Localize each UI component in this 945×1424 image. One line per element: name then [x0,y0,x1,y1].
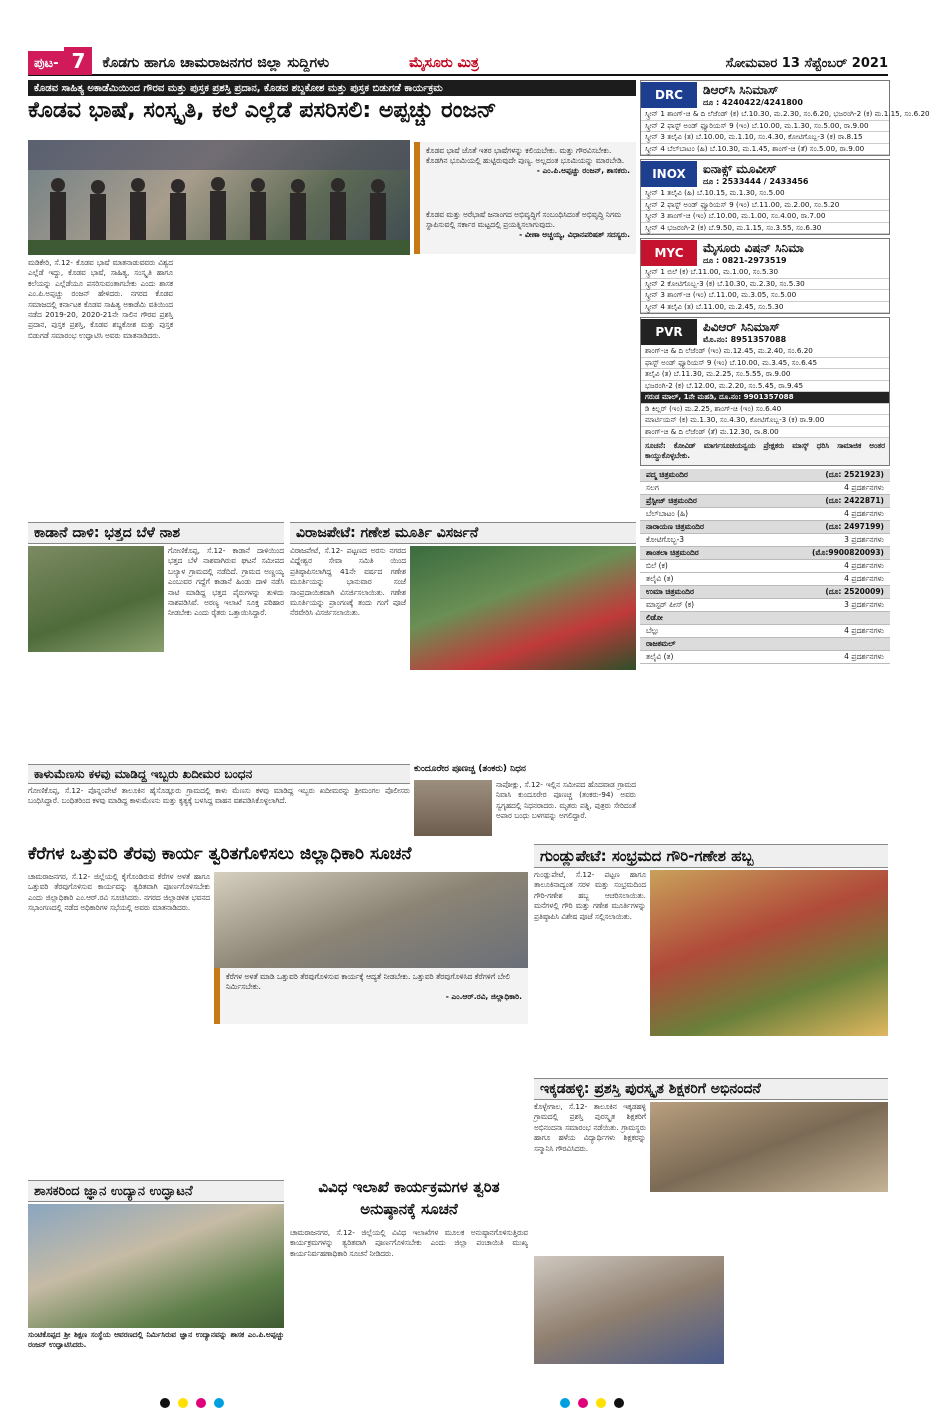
film-title: ಸಲಗ [646,482,659,492]
gundlupet-headline: ಗುಂಡ್ಲುಪೇಟೆ: ಸಂಭ್ರಮದ ಗೌರಿ-ಗಣೇಶ ಹಬ್ಬ [534,844,888,868]
group-photo [534,1256,724,1364]
show-count: 4 ಪ್ರದರ್ಶನಗಳು [844,560,884,570]
cinema-name: ಮೈಸೂರು ವಿಷನ್ ಸಿನಿಮಾ [703,240,804,255]
theatre-film-row [640,625,890,638]
award-body: ಕೊಳ್ಳೇಗಾಲ, ಸೆ.12- ತಾಲೂಕಿನ ಇಕ್ಕಡಹಳ್ಳಿ ಗ್ರಾಮದಲ್ಲಿ ಪ್ರಶಸ್ತಿ ಪುರಸ್ಕೃತ ಶಿಕ್ಷಕರಿಗೆ ಅಭಿನಂದನಾ ಸಮಾರಂಭ ನಡೆಯಿತು. ಗ್ರಾಮಸ್ಥರು ಹಾಗೂ ಹಳೆಯ ವಿದ್ಯಾರ್ಥಿಗಳು ಶಿಕ್ಷಕರನ್ನು ಸನ್ಮಾನಿಸಿ ಗೌರವಿಸಿದರು. [534,1102,646,1153]
theatre-film-row [640,573,890,586]
award-headline: ಇಕ್ಕಡಹಳ್ಳಿ: ಪ್ರಶಸ್ತಿ ಪುರಸ್ಕೃತ ಶಿಕ್ಷಕರಿಗೆ ಅಭಿನಂದನೆ [534,1078,888,1100]
section-title: ಕೊಡಗು ಹಾಗೂ ಚಾಮರಾಜನಗರ ಜಿಲ್ಲಾ ಸುದ್ದಿಗಳು [102,55,330,71]
theatre-header [640,638,890,651]
arrest-body: ಗೋಣಿಕೊಪ್ಪ, ಸೆ.12- ಪೊನ್ನಂಪೇಟೆ ತಾಲೂಕಿನ ಹೈಸೊಡ್ಲೂರು ಗ್ರಾಮದಲ್ಲಿ ಕಾಳು ಮೆಣಸು ಕಳವು ಮಾಡಿದ್ದ ಇಬ್ಬರು ಖದೀಮರನ್ನು ಶ್ರೀಮಂಗಲ ಪೊಲೀಸರು ಬಂಧಿಸಿದ್ದಾರೆ. ಬಂಧಿತರಿಂದ ಕಳವು ಮಾಡಿದ್ದ ಕಾಳುಮೆಣಸು ಮತ್ತು ಕೃತ್ಯಕ್ಕೆ ಬಳಸಿದ್ದ ವಾಹನ ವಶಪಡಿಸಿಕೊಳ್ಳಲಾಗಿದೆ. [28,786,410,806]
lakes-photo [214,872,528,968]
dept-body: ಚಾಮರಾಜನಗರ, ಸೆ.12- ಜಿಲ್ಲೆಯಲ್ಲಿ ವಿವಿಧ ಇಲಾಖೆಗಳ ಮೂಲಕ ಅನುಷ್ಠಾನಗೊಳಿಸುತ್ತಿರುವ ಕಾರ್ಯಕ್ರಮಗಳನ್ನು ತ್ವರಿತವಾಗಿ ಪೂರ್ಣಗೊಳಿಸಬೇಕು ಎಂದು ಜಿಲ್ಲಾ ಪಂಚಾಯಿತಿ ಮುಖ್ಯ ಕಾರ್ಯನಿರ್ವಹಣಾಧಿಕಾರಿ ಸೂಚನೆ ನೀಡಿದರು. [290,1228,528,1258]
cinema-name: ಡಿಆರ್‌ಸಿ ಸಿನಿಮಾಸ್ [703,82,779,97]
cinema-phone: ದೂ : 4240422/4241800 [703,97,803,107]
showtime-row: ಭಜರಂಗಿ-2 (ಕ) ಬೆ.12.00, ಮ.2.20, ಸಂ.5.45, ರಾ.9.45 [641,381,889,393]
park-photo [28,1204,284,1328]
lead-quote-1-text: ಕೊಡವ ಭಾಷೆ ಜೊತೆ ಇತರ ಭಾಷೆಗಳನ್ನು ಕಲಿಯಬೇಕು. ಮತ್ತು ಗೌರವಿಸಬೇಕು. ಕೊಡಗಿನ ಭೂಮಿಯಲ್ಲಿ ಹುಟ್ಟಿರುವುದೇ ಪುಣ್ಯ. ಅಲ್ಲದಂತ ಭೂಮಿಯನ್ನು ಮಾರಬೇಡಿ. [426,146,625,165]
cinema-box [640,317,890,466]
obit-headline: ಕುಂದೂರೇರ ಪೂಣಚ್ಚ (ತಂಕರು) ನಿಧನ [414,764,526,774]
film-title: ಕೋಟಿಗೊಬ್ಬ-3 [646,534,685,544]
lakes-quote-text: ಕೆರೆಗಳ ಅಳತೆ ಮಾಡಿ ಒತ್ತುವರಿ ತೆರವುಗೊಳಿಸುವ ಕಾರ್ಯಕ್ಕೆ ಆದ್ಯತೆ ನೀಡಬೇಕು. ಒತ್ತುವರಿ ತೆರವುಗೊಳಿಸಿದ ಕೆರೆಗಳಿಗೆ ಬೇಲಿ ನಿರ್ಮಿಸಬೇಕು. [226,972,510,991]
lead-photo-illustration [28,140,410,255]
cinema-listings [640,80,930,466]
theatre-film-row [640,534,890,547]
showtime-row: ಶಾಂಗ್-ಚಿ & ದಿ ಲೆಜೆಂಡ್ (ತೆ) ಮ.12.30, ರಾ.8.00 [641,427,889,439]
cinema-header [641,318,889,346]
showtime-row: ಸ್ಕ್ರೀನ್ 1 ತಲೈವಿ (ಹಿ) ಬೆ.10.15, ಮ.1.30, ಸಂ.5.00 [641,188,889,200]
show-count: 4 ಪ್ರದರ್ಶನಗಳು [844,482,884,492]
newspaper-brand: ಮೈಸೂರು ಮಿತ್ರ [409,55,479,71]
theatre-name: ಪದ್ಮ ಚಿತ್ರಮಂದಿರ [646,469,688,479]
theatre-film-row [640,651,890,664]
lakes-quote-author: - ಎಂ.ಆರ್.ರವಿ, ಜಿಲ್ಲಾಧಿಕಾರಿ. [445,992,522,1001]
page-number: 7 [64,47,92,75]
page-header [28,49,888,76]
award-photo [650,1102,888,1192]
showtime-row: ಶಾಂಗ್-ಚಿ & ದಿ ಲೆಜೆಂಡ್ (ಇಂ) ಮ.12.45, ಮ.2.40, ಸಂ.6.20 [641,346,889,358]
film-title: ತಲೈವಿ (ತ) [646,651,674,661]
crop-body: ಗೋಣಿಕೊಪ್ಪ, ಸೆ.12- ಕಾಡಾನೆ ದಾಳಿಯಿಂದ ಭತ್ತದ ಬೆಳೆ ನಾಶವಾಗಿರುವ ಘಟನೆ ಸಮೀಪದ ಬಲ್ಯಾಳ ಗ್ರಾಮದಲ್ಲಿ ನಡೆದಿದೆ. ಗ್ರಾಮದ ಅಣ್ಣಯ್ಯ ಎಂಬುವರ ಗದ್ದೆಗೆ ಕಾಡಾನೆ ಹಿಂಡು ದಾಳಿ ನಡೆಸಿ ನಾಟಿ ಮಾಡಿದ್ದ ಭತ್ತದ ಪೈರುಗಳನ್ನು ತುಳಿದು ನಾಶಪಡಿಸಿವೆ. ಅರಣ್ಯ ಇಲಾಖೆ ಸೂಕ್ತ ಪರಿಹಾರ ನೀಡಬೇಕು ಎಂದು ರೈತರು ಒತ್ತಾಯಿಸಿದ್ದಾರೆ. [168,546,284,618]
showtime-row: ಸ್ಕ್ರೀನ್ 4 ತಲೈವಿ (ತ) ಬೆ.11.00, ಮ.2.45, ಸಂ.5.30 [641,302,889,314]
cinema-phone: ದೂ : 2533444 / 2433456 [703,176,809,186]
lead-body-col-2 [178,258,323,520]
obit-body: ನಾಪೋಕ್ಲು, ಸೆ.12- ಇಲ್ಲಿನ ಸಮೀಪದ ಹೊದವಾಡ ಗ್ರಾಮದ ನಿವಾಸಿ ಕುಂದೂರೇರ ಪೂಣಚ್ಚ (ತಂಕರು-94) ಅವರು ಸ್ವಗೃಹದಲ್ಲಿ ನಿಧನರಾದರು. ಮೃತರು ಪತ್ನಿ, ಪುತ್ರರು ಸೇರಿದಂತೆ ಅಪಾರ ಬಂಧು ಬಳಗವನ್ನು ಅಗಲಿದ್ದಾರೆ. [496,780,636,821]
showtime-row: ಸ್ಕ್ರೀನ್ 1 ಶಾಂಗ್-ಚಿ & ದಿ ಲೆಜೆಂಡ್ (ಕ) ಬೆ.10.30, ಮ.2.30, ಸಂ.6.20, ಭಜರಂಗಿ-2 (ಕ) ಮ.1.15, ಸಂ.6.20 [641,109,889,121]
lakes-body-cont [214,1028,528,1172]
theatre-film-row [640,599,890,612]
lead-headline: ಕೊಡವ ಭಾಷೆ, ಸಂಸ್ಕೃತಿ, ಕಲೆ ಎಲ್ಲೆಡೆ ಪಸರಿಸಲಿ: ಅಪ್ಪಚ್ಚು ರಂಜನ್ [28,98,497,123]
ganesha-photo [410,546,636,670]
showtime-row: ಫಾಸ್ಟ್ ಅಂಡ್ ಫ್ಯೂರಿಯಸ್ 9 (ಇಂ) ಬೆ.10.00, ಮ.3.45, ಸಂ.6.45 [641,358,889,370]
cinema-name: ಪಿವಿಆರ್ ಸಿನಿಮಾಸ್ [703,319,780,334]
gundlupet-body: ಗುಂಡ್ಲುಪೇಟೆ, ಸೆ.12- ಪಟ್ಟಣ ಹಾಗೂ ತಾಲೂಕಿನಾದ್ಯಂತ ಸರಳ ಮತ್ತು ಸಂಭ್ರಮದಿಂದ ಗೌರಿ-ಗಣೇಶ ಹಬ್ಬ ಆಚರಿಸಲಾಯಿತು. ಮನೆಗಳಲ್ಲಿ ಗೌರಿ ಮತ್ತು ಗಣೇಶ ಮೂರ್ತಿಗಳನ್ನು ಪ್ರತಿಷ್ಠಾಪಿಸಿ ವಿಶೇಷ ಪೂಜೆ ಸಲ್ಲಿಸಲಾಯಿತು. [534,870,646,921]
crop-photo [28,546,164,652]
show-count: 3 ಪ್ರದರ್ಶನಗಳು [844,599,884,609]
showtime-row: ಸ್ಕ್ರೀನ್ 2 ಫಾಸ್ಟ್ ಅಂಡ್ ಫ್ಯೂರಿಯಸ್ 9 (ಇಂ) ಬೆ.11.00, ಮ.2.00, ಸಂ.5.20 [641,200,889,212]
lead-quote-1 [414,142,636,208]
showtime-row: ಸ್ಕ್ರೀನ್ 3 ಶಾಂಗ್-ಚಿ (ಇಂ) ಬೆ.11.00, ಮ.3.05, ಸಂ.5.00 [641,290,889,302]
cinema-logo: INOX [641,161,697,187]
theatre-phone: (ದೂ: 2497199) [825,521,884,531]
film-title: ಬೆಲ್ಲು [646,625,660,635]
theatre-list [640,469,890,664]
group-photo-caption [728,1256,888,1364]
ganesha-headline: ವಿರಾಜಪೇಟೆ: ಗಣೇಶ ಮೂರ್ತಿ ವಿಸರ್ಜನೆ [290,522,636,544]
theatre-name: ಶಾಂತಲಾ ಚಿತ್ರಮಂದಿರ [646,547,699,557]
lead-quote-2 [414,206,636,254]
gundlupet-photo [650,870,888,1036]
theatre-header [640,521,890,534]
cinema-phone: ಮೊ.ನಂ: 8951357088 [703,334,787,344]
theatre-header [640,547,890,560]
issue-date: ಸೋಮವಾರ 13 ಸೆಪ್ಟೆಂಬರ್ 2021 [725,55,888,71]
dept-headline: ವಿವಿಧ ಇಲಾಖೆ ಕಾರ್ಯಕ್ರಮಗಳ ತ್ವರಿತ ಅನುಷ್ಠಾನಕ್ಕೆ ಸೂಚನೆ [318,1178,500,1218]
theatre-header [640,495,890,508]
lead-photo [28,140,410,255]
showtime-row: ಸ್ಕ್ರೀನ್ 3 ಶಾಂಗ್-ಚಿ (ಇಂ) ಬೆ.10.00, ಮ.1.00, ಸಂ.4.00, ರಾ.7.00 [641,211,889,223]
theatre-name: ನಾರಾಯಣ ಚಿತ್ರಮಂದಿರ [646,521,704,531]
film-title: ಬೆಲ್‌ಬಾಟಂ (ಹಿ) [646,508,689,518]
theatre-film-row [640,482,890,495]
lead-quote-2-author: - ವೀಣಾ ಅಚ್ಚಯ್ಯ, ವಿಧಾನಪರಿಷತ್ ಸದಸ್ಯರು. [519,230,630,239]
theatre-phone: (ದೂ: 2521923) [825,469,884,479]
theatre-phone: (ದೂ: 2520009) [825,586,884,596]
gundlupet-body-cont [534,1040,888,1076]
lakes-headline: ಕೆರೆಗಳ ಒತ್ತುವರಿ ತೆರವು ಕಾರ್ಯ ತ್ವರಿತಗೊಳಿಸಲು ಜಿಲ್ಲಾಧಿಕಾರಿ ಸೂಚನೆ [28,844,412,864]
show-count: 4 ಪ್ರದರ್ಶನಗಳು [844,573,884,583]
cinema-logo: DRC [641,82,697,108]
theatre-name: ಪ್ರೆಸ್ಟೀಜ್ ಚಿತ್ರಮಂದಿರ [646,495,697,505]
showtime-row: ಸ್ಕ್ರೀನ್ 3 ತಲೈವಿ (ತ) ಬೆ.10.00, ಮ.1.10, ಸಂ.4.30, ಕೋಟಿಗೊಬ್ಬ-3 (ಕ) ರಾ.8.15 [641,132,889,144]
lead-quote-2-text: ಕೊಡವ ಮತ್ತು ಅರೆಭಾಷೆ ಜನಾಂಗದ ಅಭಿವೃದ್ಧಿಗೆ ಸಂಬಂಧಿಸಿದಂತೆ ಅಭಿವೃದ್ಧಿ ನಿಗಮ ಸ್ಥಾಪಿಸುವಲ್ಲಿ ಸರ್ಕಾರ ಮಟ್ಟದಲ್ಲಿ ಪ್ರಯತ್ನಿಸಲಾಗುವುದು. [426,210,622,229]
cinema-box [640,238,890,314]
show-count: 4 ಪ್ರದರ್ಶನಗಳು [844,625,884,635]
cinema-name: ಐನಾಕ್ಸ್ ಮೂವೀಸ್ [703,161,777,176]
ganesha-body-cont [290,674,636,760]
cinema-box [640,159,890,235]
park-headline: ಶಾಸಕರಿಂದ ಜ್ಞಾನ ಉದ್ಯಾನ ಉದ್ಘಾಟನೆ [28,1180,284,1202]
obit-photo [414,780,492,836]
theatre-header [640,586,890,599]
mall-banner: ಗರುಡ ಮಾಲ್, 1ನೇ ಮಹಡಿ, ದೂ.ನಂ: 9901357088 [641,392,889,404]
print-registration-marks-left [160,1398,224,1408]
cinema-phone: ದೂ : 0821-2973519 [703,255,787,265]
lead-body-col-1 [28,258,173,520]
showtime-row: ತಲೈವಿ (ತ) ಬೆ.11.30, ಮ.2.25, ಸಂ.5.55, ರಾ.9.00 [641,369,889,381]
showtime-row: ಡಿ ಕಿಲ್ಲರ್ (ಇಂ) ಮ.2.25, ಶಾಂಗ್-ಚಿ (ಇಂ) ಸಂ.6.40 [641,404,889,416]
award-body-cont [534,1194,888,1254]
lead-band: ಕೊಡವ ಸಾಹಿತ್ಯ ಅಕಾಡೆಮಿಯಿಂದ ಗೌರವ ಮತ್ತು ಪುಸ್ತಕ ಪ್ರಶಸ್ತಿ ಪ್ರದಾನ, ಕೊಡವ ಶಬ್ದಕೋಶ ಮತ್ತು ಪುಸ್ತಕ ಬಿಡುಗಡೆ ಕಾರ್ಯಕ್ರಮ [28,80,636,96]
theatre-film-row [640,560,890,573]
lakes-quote [214,968,528,1024]
theatre-film-row [640,508,890,521]
theatre-phone: (ದೂ: 2422871) [825,495,884,505]
show-count: 3 ಪ್ರದರ್ಶನಗಳು [844,534,884,544]
film-title: ಬಿಲೆ (ಕ) [646,560,668,570]
theatre-header [640,469,890,482]
theatre-name: ರಾಜಕಮಲ್ [646,638,676,648]
cinema-notice: ಸೂಚನೆ: ಕೋವಿಡ್ ಮಾರ್ಗಸೂಚಿಯನ್ವಯ ಪ್ರೇಕ್ಷಕರು ಮಾಸ್ಕ್ ಧರಿಸಿ ಸಾಮಾಜಿಕ ಅಂತರ ಕಾಯ್ದುಕೊಳ್ಳಬೇಕು. [641,438,889,465]
showtime-row: ಸ್ಕ್ರೀನ್ 2 ಕೋಟಿಗೊಬ್ಬ-3 (ಕ) ಬೆ.10.30, ಮ.2.30, ಸಂ.5.30 [641,279,889,291]
film-title: ಮಾಸ್ಟರ್ ಪೀಸ್ (ಕ) [646,599,695,609]
showtime-row: ಸ್ಕ್ರೀನ್ 4 ಬೆಲ್‌ಬಾಟಂ (ಹಿ) ಬೆ.10.30, ಮ.1.45, ಶಾಂಗ್-ಚಿ (ತೆ) ಸಂ.5.00, ರಾ.9.00 [641,144,889,156]
showtime-row: ಸ್ಕ್ರೀನ್ 2 ಫಾಸ್ಟ್ ಅಂಡ್ ಫ್ಯೂರಿಯಸ್ 9 (ಇಂ) ಬೆ.10.00, ಮ.1.30, ಸಂ.5.00, ರಾ.9.00 [641,121,889,133]
ganesha-body: ವಿರಾಜಪೇಟೆ, ಸೆ.12- ಪಟ್ಟಣದ ಅರಸು ನಗರದ ವಿಧ್ನೇಶ್ವರ ಸೇವಾ ಸಮಿತಿ ಯಿಂದ ಪ್ರತಿಷ್ಠಾಪಿಸಲಾಗಿದ್ದ 41ನೇ ವರ್ಷದ ಗಣೇಶ ಮೂರ್ತಿಯನ್ನು ಭಾನುವಾರ ಸಂಜೆ ಸಾಂಪ್ರದಾಯಿಕವಾಗಿ ವಿಸರ್ಜಿಸಲಾಯಿತು. ಗಣೇಶ ಮೂರ್ತಿಯನ್ನು ಪ್ರಾಂಗಣಕ್ಕೆ ತಂದು ಗಂಗೆ ಪೂಜೆ ನೆರವೇರಿಸಿ ವಿಸರ್ಜಿಸಲಾಯಿತು. [290,546,406,618]
arrest-headline: ಕಾಳುಮೆಣಸು ಕಳವು ಮಾಡಿದ್ದ ಇಬ್ಬರು ಖದೀಮರ ಬಂಧನ [28,764,410,784]
lead-body-col-4 [478,258,636,520]
lead-quote-1-author: - ಎಂ.ಪಿ.ಅಪ್ಪಚ್ಚು ರಂಜನ್, ಶಾಸಕರು. [536,166,630,175]
crop-body-cont [28,690,284,760]
show-count: 4 ಪ್ರದರ್ಶನಗಳು [844,651,884,661]
theatre-name: ಉಮಾ ಚಿತ್ರಮಂದಿರ [646,586,694,596]
print-registration-marks [560,1398,624,1408]
theatre-phone: (ಮೊ:9900820093) [812,547,884,557]
film-title: ತಲೈವಿ (ತ) [646,573,674,583]
page-label: ಪುಟ- [28,51,64,75]
theatre-name: ಲಿಡೋ [646,612,663,622]
cinema-logo: MYC [641,240,697,266]
lead-body-text: ಮಡಿಕೇರಿ, ಸೆ.12- ಕೊಡವ ಭಾಷೆ ಮಾತನಾಡುವವರು ವಿಶ್ವದ ಎಲ್ಲೆಡೆ ಇದ್ದು, ಕೊಡವ ಭಾಷೆ, ಸಾಹಿತ್ಯ, ಸಂಸ್ಕೃತಿ ಹಾಗೂ ಕಲೆಯನ್ನು ಎಲ್ಲೆಡೆಯೂ ಪಸರಿಸುವಂತಾಗಬೇಕು ಎಂದು ಶಾಸಕ ಎಂ.ಪಿ.ಅಪ್ಪಚ್ಚು ರಂಜನ್ ಹೇಳಿದರು. ನಗರದ ಕೊಡವ ಸಮಾಜದಲ್ಲಿ ಕರ್ನಾಟಕ ಕೊಡವ ಸಾಹಿತ್ಯ ಅಕಾಡೆಮಿ ವತಿಯಿಂದ ನಡೆದ 2019-20, 2020-21ನೇ ಸಾಲಿನ ಗೌರವ ಪ್ರಶಸ್ತಿ ಪ್ರದಾನ, ಪುಸ್ತಕ ಪ್ರಶಸ್ತಿ, ಕೊಡವ ಶಬ್ದಕೋಶ ಮತ್ತು ಪುಸ್ತಕ ಬಿಡುಗಡೆ ಸಮಾರಂಭ ಉದ್ಘಾಟಿಸಿ ಅವರು ಮಾತನಾಡಿದರು. [28,258,173,340]
cinema-column [640,80,930,664]
lead-body-col-3 [328,258,473,520]
theatre-header [640,612,890,625]
cinema-header [641,239,889,267]
cinema-box [640,80,930,156]
cinema-header [641,81,889,109]
cinema-logo: PVR [641,319,697,345]
cinema-header [641,160,889,188]
showtime-row: ಸ್ಕ್ರೀನ್ 1 ಬಿಲೆ (ಕ) ಬೆ.11.00, ಮ.1.00, ಸಂ.5.30 [641,267,889,279]
showtime-row: ಮಾರ್ಟಿಯನ್ (ಕ) ಮ.1.30, ಸಂ.4.30, ಕೋಟಿಗೊಬ್ಬ-3 (ಕ) ರಾ.9.00 [641,415,889,427]
crop-headline: ಕಾಡಾನೆ ದಾಳಿ: ಭತ್ತದ ಬೆಳೆ ನಾಶ [28,522,284,544]
showtime-row: ಸ್ಕ್ರೀನ್ 4 ಭಜರಂಗಿ-2 (ಕ) ಬೆ.9.50, ಮ.1.15, ಸಂ.3.55, ಸಂ.6.30 [641,223,889,235]
show-count: 4 ಪ್ರದರ್ಶನಗಳು [844,508,884,518]
park-caption: ಸುಂಟಿಕೊಪ್ಪದ ಶ್ರೀ ಶಿಕ್ಷಣ ಸಂಸ್ಥೆಯ ಆವರಣದಲ್ಲಿ ನಿರ್ಮಿಸಿರುವ ಜ್ಞಾನ ಉದ್ಯಾನವನ್ನು ಶಾಸಕ ಎಂ.ಪಿ.ಅಪ್ಪಚ್ಚು ರಂಜನ್ ಉದ್ಘಾಟಿಸಿದರು. [28,1330,284,1350]
lakes-body: ಚಾಮರಾಜನಗರ, ಸೆ.12- ಜಿಲ್ಲೆಯಲ್ಲಿ ಕೈಗೊಂಡಿರುವ ಕೆರೆಗಳ ಅಳತೆ ಹಾಗೂ ಒತ್ತುವರಿ ತೆರವುಗೊಳಿಸುವ ಕಾರ್ಯವನ್ನು ತ್ವರಿತವಾಗಿ ಪೂರ್ಣಗೊಳಿಸಬೇಕು ಎಂದು ಜಿಲ್ಲಾಧಿಕಾರಿ ಎಂ.ಆರ್.ರವಿ ಸೂಚಿಸಿದರು. ನಗರದ ಜಿಲ್ಲಾಡಳಿತ ಭವನದ ಸಭಾಂಗಣದಲ್ಲಿ ನಡೆದ ಅಧಿಕಾರಿಗಳ ಸಭೆಯಲ್ಲಿ ಅವರು ಮಾತನಾಡಿದರು. [28,872,210,913]
